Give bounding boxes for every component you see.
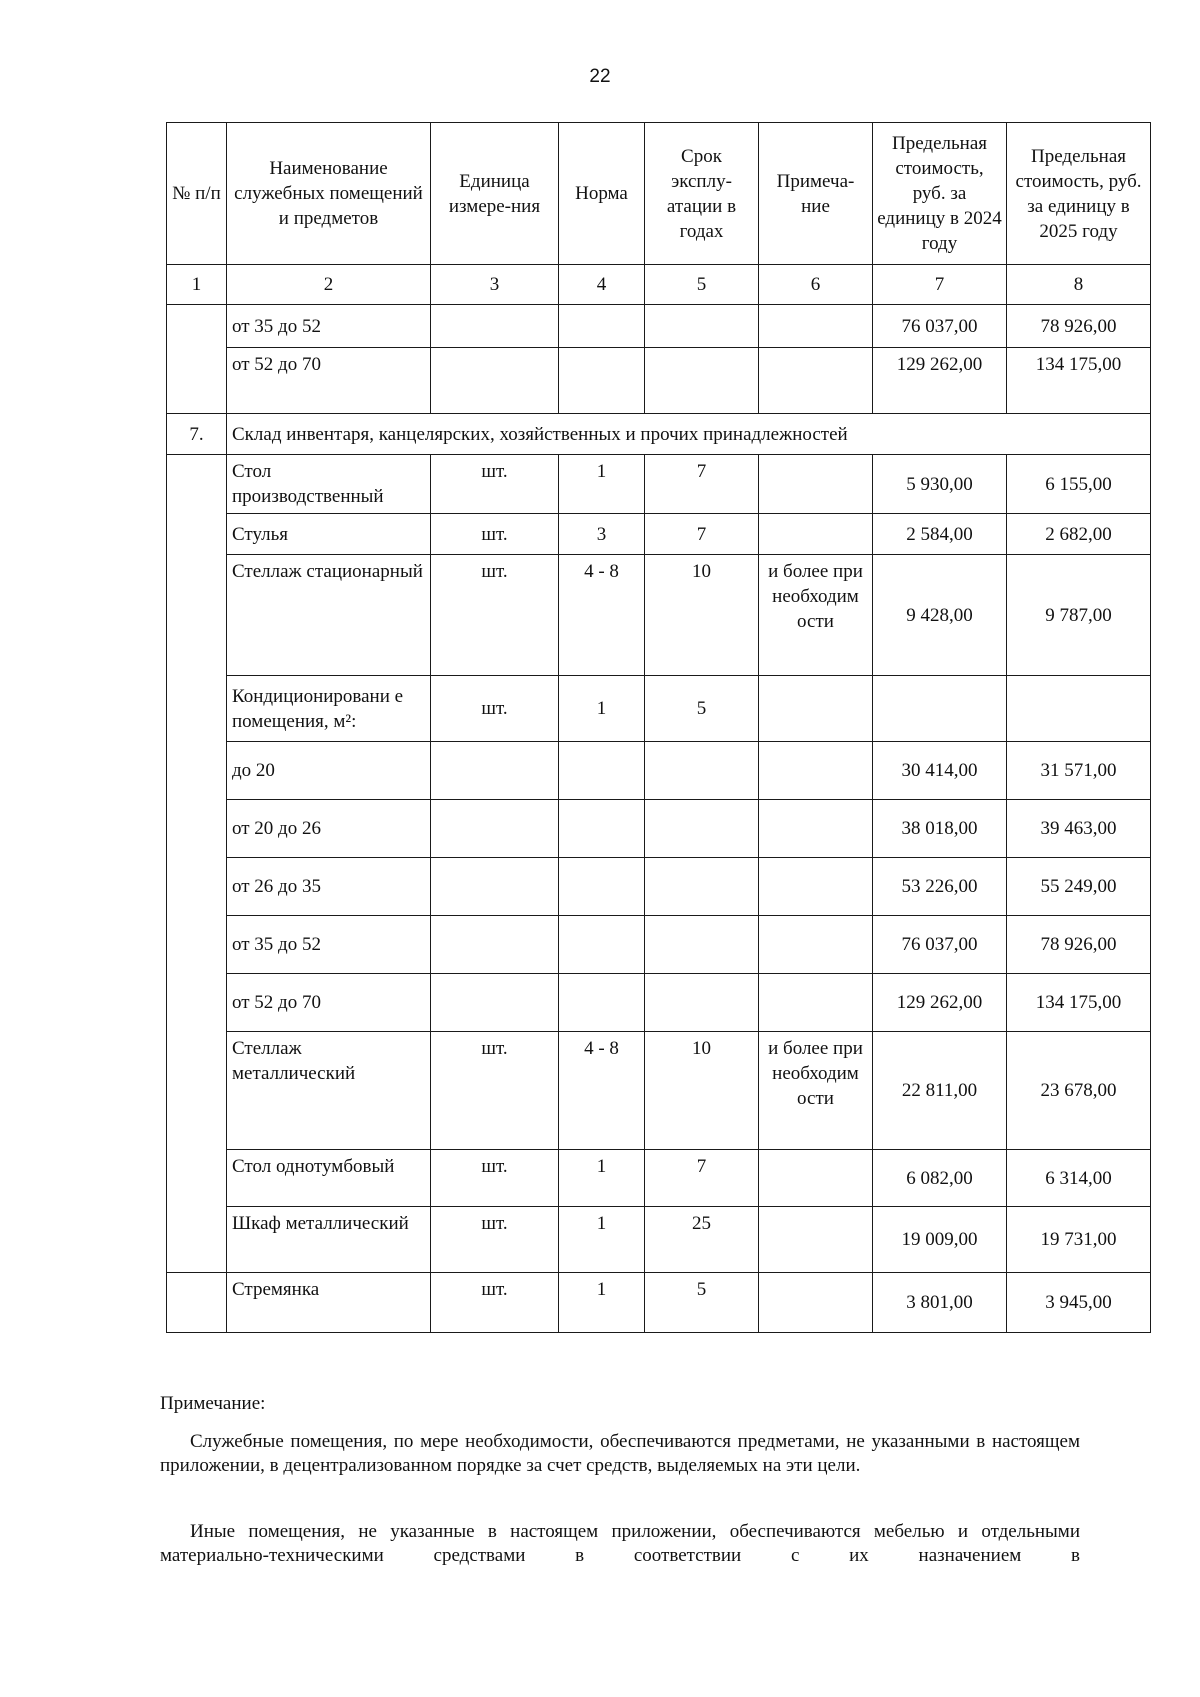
row-price-2024: 30 414,00 (873, 742, 1007, 800)
row-name: Шкаф металлический (227, 1207, 431, 1273)
table-row (167, 676, 1151, 742)
row-unit: шт. (431, 1207, 559, 1273)
row-norm (559, 348, 645, 414)
table-row (167, 1150, 1151, 1207)
row-note (759, 514, 873, 555)
col-number: 2 (227, 265, 431, 305)
row-term: 7 (645, 455, 759, 514)
row-price-2024: 22 811,00 (873, 1032, 1007, 1150)
row-price-2025: 39 463,00 (1007, 800, 1151, 858)
col-number: 4 (559, 265, 645, 305)
table-row (167, 348, 1151, 414)
row-term: 5 (645, 1273, 759, 1333)
column-number-row (167, 265, 1151, 305)
table-row (167, 1273, 1151, 1333)
row-name: от 35 до 52 (227, 916, 431, 974)
row-note (759, 742, 873, 800)
row-note (759, 1150, 873, 1207)
row-price-2024 (873, 676, 1007, 742)
table-row (167, 455, 1151, 514)
header-price-2024: Предельная стоимость, руб. за единицу в 2024 году (873, 123, 1007, 265)
header-norm: Норма (559, 123, 645, 265)
header-row (167, 123, 1151, 265)
col-number: 3 (431, 265, 559, 305)
empty-cell (167, 1273, 227, 1333)
table-row (167, 800, 1151, 858)
row-note (759, 1207, 873, 1273)
row-name: от 20 до 26 (227, 800, 431, 858)
row-name: Стол однотумбовый (227, 1150, 431, 1207)
row-term (645, 348, 759, 414)
row-name: Стол производственный (227, 455, 431, 514)
row-price-2025: 134 175,00 (1007, 348, 1151, 414)
row-name: от 52 до 70 (227, 974, 431, 1032)
row-unit (431, 916, 559, 974)
col-number: 6 (759, 265, 873, 305)
row-price-2025: 134 175,00 (1007, 974, 1151, 1032)
note-paragraph-2: Иные помещения, не указанные в настоящем приложении, обеспечиваются мебелью и отдельными материально-техническими средствами в соответствии с их назначением в (160, 1521, 1080, 1566)
row-price-2024: 2 584,00 (873, 514, 1007, 555)
row-term (645, 800, 759, 858)
row-term: 7 (645, 514, 759, 555)
row-term: 5 (645, 676, 759, 742)
row-norm: 4 - 8 (559, 555, 645, 676)
table-row (167, 742, 1151, 800)
row-term: 10 (645, 555, 759, 676)
row-unit (431, 800, 559, 858)
row-term (645, 742, 759, 800)
row-norm: 1 (559, 1150, 645, 1207)
col-number: 7 (873, 265, 1007, 305)
row-term (645, 305, 759, 348)
table-row (167, 974, 1151, 1032)
row-norm: 3 (559, 514, 645, 555)
row-name: от 35 до 52 (227, 305, 431, 348)
row-price-2024: 53 226,00 (873, 858, 1007, 916)
header-term: Срок эксплу-атации в годах (645, 123, 759, 265)
row-unit: шт. (431, 1150, 559, 1207)
row-unit: шт. (431, 1032, 559, 1150)
row-norm (559, 742, 645, 800)
row-note (759, 916, 873, 974)
row-name-text: Кондиционировани е помещения, м²: (232, 685, 404, 732)
row-norm (559, 916, 645, 974)
section-title: Склад инвентаря, канцелярских, хозяйственных и прочих принадлежностей (227, 414, 1151, 455)
row-unit (431, 742, 559, 800)
row-term (645, 974, 759, 1032)
row-note (759, 455, 873, 514)
row-price-2024: 129 262,00 (873, 348, 1007, 414)
header-note: Примеча-ние (759, 123, 873, 265)
header-name: Наименование служебных помещений и предметов (227, 123, 431, 265)
row-name: Стеллаж стационарный (227, 555, 431, 676)
row-unit: шт. (431, 455, 559, 514)
row-unit (431, 305, 559, 348)
row-norm (559, 858, 645, 916)
section-row (167, 414, 1151, 455)
row-price-2025: 55 249,00 (1007, 858, 1151, 916)
row-term (645, 858, 759, 916)
row-price-2025: 6 314,00 (1007, 1150, 1151, 1207)
table-row (167, 305, 1151, 348)
row-norm: 1 (559, 676, 645, 742)
table-row (167, 916, 1151, 974)
row-unit: шт. (431, 514, 559, 555)
page-number: 22 (589, 66, 611, 87)
row-unit (431, 974, 559, 1032)
table-row (167, 858, 1151, 916)
col-number: 8 (1007, 265, 1151, 305)
row-norm (559, 974, 645, 1032)
row-unit (431, 348, 559, 414)
row-price-2025: 19 731,00 (1007, 1207, 1151, 1273)
row-unit: шт. (431, 1273, 559, 1333)
row-price-2025: 31 571,00 (1007, 742, 1151, 800)
col-number: 1 (167, 265, 227, 305)
row-price-2025: 6 155,00 (1007, 455, 1151, 514)
empty-cell (167, 455, 227, 1273)
row-norm: 1 (559, 455, 645, 514)
table-row (167, 1207, 1151, 1273)
row-price-2024: 6 082,00 (873, 1150, 1007, 1207)
table-row (167, 555, 1151, 676)
row-unit: шт. (431, 555, 559, 676)
note-title: Примечание: (160, 1393, 266, 1414)
section-number: 7. (167, 414, 227, 455)
row-price-2025: 9 787,00 (1007, 555, 1151, 676)
row-price-2025: 2 682,00 (1007, 514, 1151, 555)
row-price-2025: 23 678,00 (1007, 1032, 1151, 1150)
row-note (759, 974, 873, 1032)
row-term: 25 (645, 1207, 759, 1273)
row-price-2025: 3 945,00 (1007, 1273, 1151, 1333)
row-price-2025: 78 926,00 (1007, 916, 1151, 974)
row-name: от 52 до 70 (227, 348, 431, 414)
row-note: и более при необходим ости (759, 555, 873, 676)
row-name: до 20 (227, 742, 431, 800)
row-name: Стеллаж металлический (227, 1032, 431, 1150)
row-note (759, 1273, 873, 1333)
table-row (167, 1032, 1151, 1150)
row-price-2024: 19 009,00 (873, 1207, 1007, 1273)
row-note (759, 348, 873, 414)
row-price-2025 (1007, 676, 1151, 742)
row-note: и более при необходим ости (759, 1032, 873, 1150)
row-price-2024: 9 428,00 (873, 555, 1007, 676)
row-name: Стремянка (227, 1273, 431, 1333)
norms-table (166, 122, 1151, 1333)
header-price-2025: Предельная стоимость, руб. за единицу в 2025 году (1007, 123, 1151, 265)
row-price-2024: 38 018,00 (873, 800, 1007, 858)
row-term: 10 (645, 1032, 759, 1150)
row-note (759, 305, 873, 348)
row-norm: 4 - 8 (559, 1032, 645, 1150)
row-name (227, 676, 431, 742)
row-name: Стулья (227, 514, 431, 555)
header-num: № п/п (167, 123, 227, 265)
row-name: от 26 до 35 (227, 858, 431, 916)
empty-cell (167, 305, 227, 414)
row-term (645, 916, 759, 974)
row-note (759, 676, 873, 742)
row-norm (559, 800, 645, 858)
row-price-2024: 3 801,00 (873, 1273, 1007, 1333)
header-unit: Единица измере-ния (431, 123, 559, 265)
row-unit: шт. (431, 676, 559, 742)
row-term: 7 (645, 1150, 759, 1207)
row-price-2024: 76 037,00 (873, 305, 1007, 348)
col-number: 5 (645, 265, 759, 305)
row-note (759, 800, 873, 858)
row-norm: 1 (559, 1273, 645, 1333)
row-note (759, 858, 873, 916)
table-row (167, 514, 1151, 555)
row-price-2024: 76 037,00 (873, 916, 1007, 974)
row-norm: 1 (559, 1207, 645, 1273)
row-unit (431, 858, 559, 916)
row-norm (559, 305, 645, 348)
note-paragraph-1: Служебные помещения, по мере необходимости, обеспечиваются предметами, не указанными в настоящем приложении, в децентрализованном порядке за счет средств, выделяемых на эти цели. (160, 1431, 1080, 1476)
row-price-2024: 5 930,00 (873, 455, 1007, 514)
row-price-2025: 78 926,00 (1007, 305, 1151, 348)
row-price-2024: 129 262,00 (873, 974, 1007, 1032)
